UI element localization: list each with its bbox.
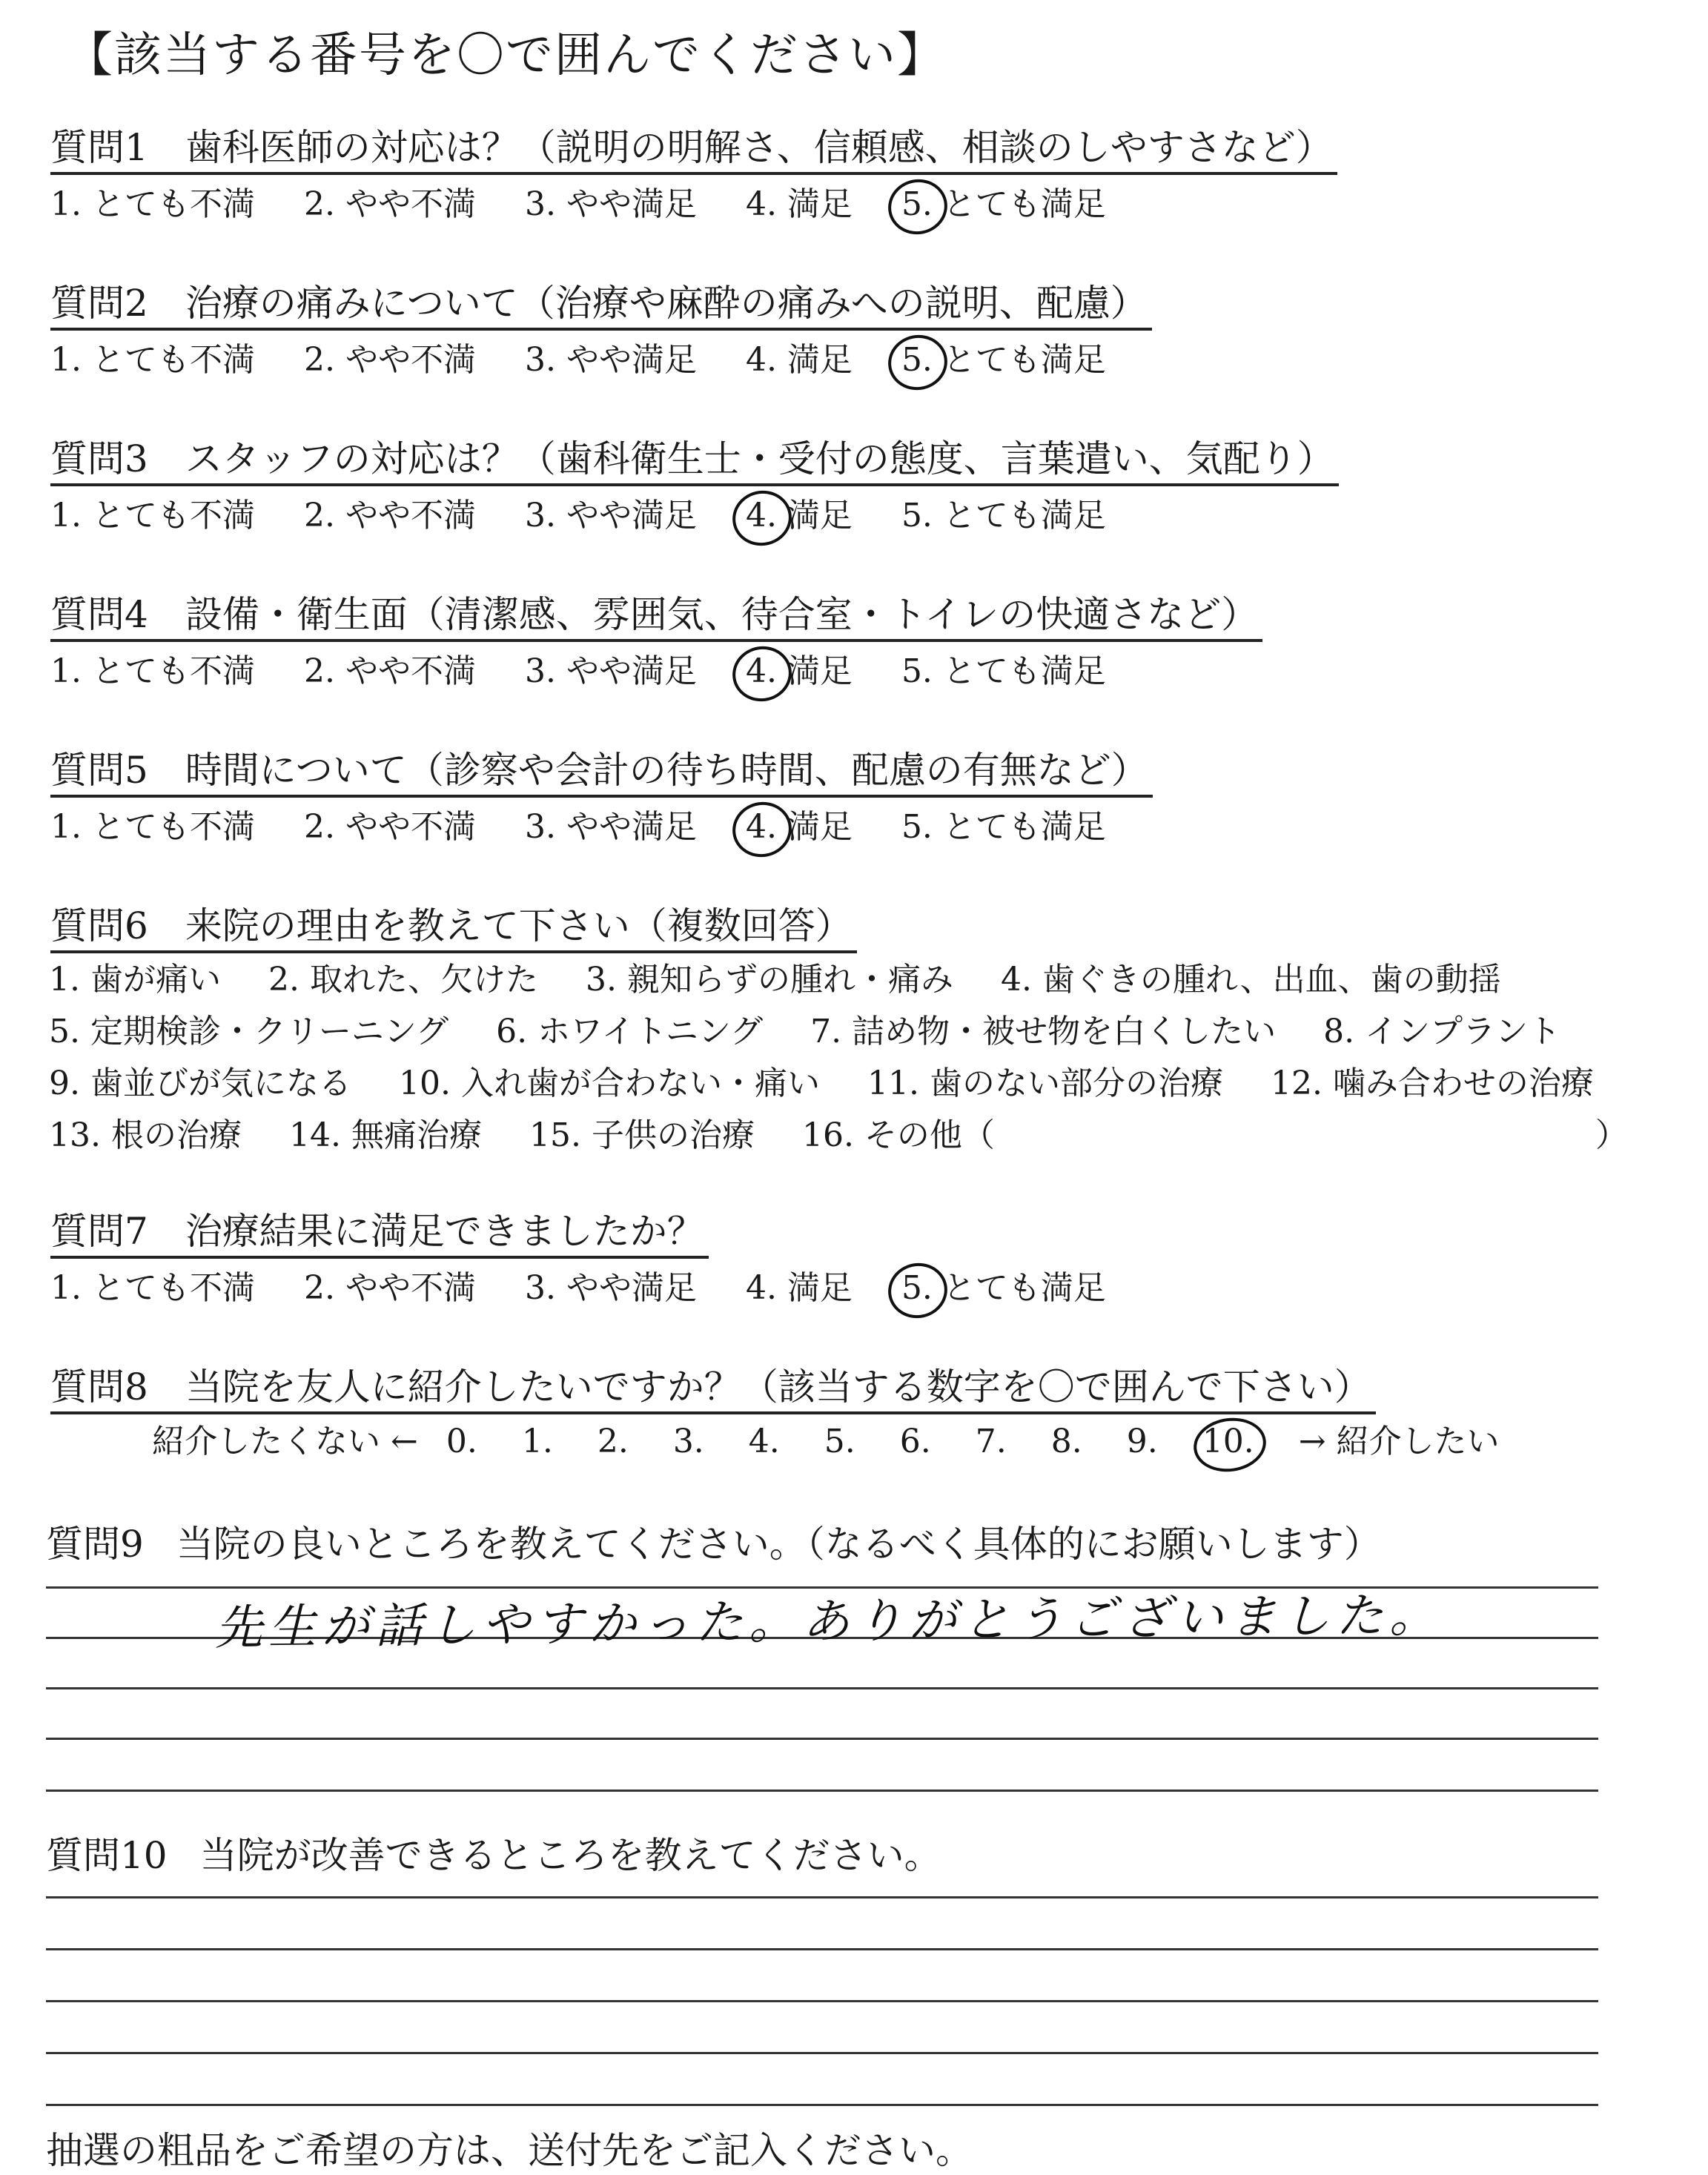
option-1[interactable]: 1. とても不満	[50, 652, 255, 690]
reason-option[interactable]: 2. 取れた、欠けた	[268, 961, 538, 999]
question-4-options	[50, 649, 1145, 694]
answer-line	[46, 2000, 1598, 2002]
question-number: 質問5	[50, 749, 148, 792]
answer-line	[46, 1896, 1598, 1898]
question-8-heading	[50, 1363, 1376, 1414]
question-number: 質問6	[50, 904, 148, 947]
reason-row-4	[49, 1113, 1032, 1158]
option-4-circled[interactable]: 4. 満足	[745, 497, 853, 534]
option-3[interactable]: 3. やや満足	[524, 1269, 697, 1307]
reason-option[interactable]: 14. 無痛治療	[288, 1116, 482, 1154]
scale-4[interactable]: 4.	[748, 1423, 780, 1460]
scale-7[interactable]: 7.	[975, 1423, 1007, 1460]
scale-6[interactable]: 6.	[899, 1423, 931, 1460]
question-text: 当院の良いところを教えてください。（なるべく具体的にお願いします）	[176, 1523, 1381, 1566]
option-3[interactable]: 3. やや満足	[524, 497, 697, 534]
scale-left-label: 紹介したくない ←	[152, 1423, 418, 1460]
question-number: 質問8	[50, 1365, 148, 1408]
question-number: 質問7	[50, 1210, 148, 1253]
question-number: 質問3	[50, 437, 148, 480]
answer-line	[46, 1687, 1598, 1689]
option-5-circled[interactable]: 5. とても満足	[901, 341, 1106, 379]
option-4[interactable]: 4. 満足	[745, 185, 853, 223]
option-4[interactable]: 4. 満足	[745, 341, 853, 379]
question-text: 設備・衛生面（清潔感、雰囲気、待合室・トイレの快適さなど）	[185, 593, 1259, 636]
question-number: 質問4	[50, 593, 148, 636]
page-title: 【該当する番号を〇で囲んでください】	[65, 28, 946, 83]
option-2[interactable]: 2. やや不満	[303, 1269, 476, 1307]
other-close-paren: ）	[1595, 1116, 1628, 1154]
scale-2[interactable]: 2.	[597, 1423, 629, 1460]
option-1[interactable]: 1. とても不満	[50, 1269, 255, 1307]
question-2-heading	[50, 279, 1152, 331]
answer-line	[46, 2052, 1598, 2054]
option-2[interactable]: 2. やや不満	[303, 652, 476, 690]
answer-line	[46, 1948, 1598, 1950]
reason-row-2	[49, 1010, 1598, 1054]
recommend-scale	[152, 1420, 1517, 1464]
question-text: 当院が改善できるところを教えてください。	[199, 1834, 941, 1877]
scale-1[interactable]: 1.	[521, 1423, 553, 1460]
handwritten-answer[interactable]: 先生が話しやすかった。ありがとうございました。	[214, 1588, 1443, 1656]
option-4-circled[interactable]: 4. 満足	[745, 652, 853, 690]
answer-line	[46, 1790, 1598, 1792]
question-text: 来院の理由を教えて下さい（複数回答）	[185, 904, 853, 947]
option-1[interactable]: 1. とても不満	[50, 341, 255, 379]
question-9-heading	[46, 1520, 1381, 1569]
scale-8[interactable]: 8.	[1050, 1423, 1082, 1460]
reason-option[interactable]: 15. 子供の治療	[529, 1116, 755, 1154]
option-5[interactable]: 5. とても満足	[901, 808, 1106, 846]
option-5[interactable]: 5. とても満足	[901, 497, 1106, 534]
question-5-options	[50, 805, 1145, 850]
reason-option[interactable]: 5. 定期検診・クリーニング	[49, 1013, 449, 1050]
reason-option-other[interactable]: 16. その他（	[801, 1116, 995, 1154]
question-3-options	[50, 494, 1145, 538]
reason-option[interactable]: 3. 親知らずの腫れ・痛み	[585, 961, 953, 999]
reason-row-1	[49, 958, 1538, 1002]
option-1[interactable]: 1. とても不満	[50, 808, 255, 846]
question-1-options	[50, 182, 1145, 227]
question-text: 歯科医師の対応は？（説明の明解さ、信頼感、相談のしやすさなど）	[185, 126, 1333, 169]
option-1[interactable]: 1. とても不満	[50, 185, 255, 223]
question-6-heading	[50, 901, 857, 953]
reason-option[interactable]: 6. ホワイトニング	[496, 1013, 764, 1050]
scale-right-label: → 紹介したい	[1298, 1423, 1500, 1460]
question-text: 治療の痛みについて（治療や麻酔の痛みへの説明、配慮）	[185, 282, 1148, 325]
reason-option[interactable]: 12. 噛み合わせの治療	[1270, 1065, 1594, 1102]
reason-option[interactable]: 11. 歯のない部分の治療	[867, 1065, 1223, 1102]
question-text: スタッフの対応は？（歯科衛生士・受付の態度、言葉遣い、気配り）	[185, 437, 1334, 480]
option-2[interactable]: 2. やや不満	[303, 341, 476, 379]
option-3[interactable]: 3. やや満足	[524, 652, 697, 690]
option-3[interactable]: 3. やや満足	[524, 185, 697, 223]
scale-3[interactable]: 3.	[672, 1423, 704, 1460]
option-4-circled[interactable]: 4. 満足	[745, 808, 853, 846]
reason-option[interactable]: 4. 歯ぐきの腫れ、出血、歯の動揺	[1000, 961, 1501, 999]
reason-option[interactable]: 13. 根の治療	[49, 1116, 242, 1154]
question-3-heading	[50, 434, 1339, 486]
option-3[interactable]: 3. やや満足	[524, 808, 697, 846]
question-number: 質問9	[46, 1523, 144, 1566]
scale-9[interactable]: 9.	[1126, 1423, 1158, 1460]
reason-option[interactable]: 1. 歯が痛い	[49, 961, 221, 999]
option-2[interactable]: 2. やや不満	[303, 497, 476, 534]
question-number: 質問1	[50, 126, 148, 169]
reason-row-3	[49, 1062, 1631, 1106]
question-5-heading	[50, 746, 1153, 798]
option-5[interactable]: 5. とても満足	[901, 652, 1106, 690]
question-2-options	[50, 338, 1145, 383]
footer-note: 抽選の粗品をご希望の方は、送付先をご記入ください。	[46, 2129, 973, 2172]
reason-option[interactable]: 9. 歯並びが気になる	[49, 1065, 351, 1102]
reason-option[interactable]: 8. インプラント	[1323, 1013, 1561, 1050]
question-text: 時間について（診察や会計の待ち時間、配慮の有無など）	[185, 749, 1148, 792]
option-5-circled[interactable]: 5. とても満足	[901, 1269, 1106, 1307]
option-2[interactable]: 2. やや不満	[303, 808, 476, 846]
option-1[interactable]: 1. とても不満	[50, 497, 255, 534]
scale-10-circled[interactable]: 10.	[1202, 1420, 1254, 1464]
answer-line	[46, 2104, 1598, 2106]
question-text: 治療結果に満足できましたか？	[185, 1210, 704, 1253]
scale-0[interactable]: 0.	[446, 1423, 477, 1460]
reason-option[interactable]: 7. 詰め物・被せ物を白くしたい	[810, 1013, 1277, 1050]
question-7-heading	[50, 1207, 709, 1259]
question-number: 質問10	[46, 1834, 168, 1877]
answer-line	[46, 1738, 1598, 1740]
scale-5[interactable]: 5.	[824, 1423, 855, 1460]
option-2[interactable]: 2. やや不満	[303, 185, 476, 223]
question-7-options	[50, 1266, 1145, 1311]
option-5-circled[interactable]: 5. とても満足	[901, 185, 1106, 223]
question-number: 質問2	[50, 282, 148, 325]
option-3[interactable]: 3. やや満足	[524, 341, 697, 379]
option-4[interactable]: 4. 満足	[745, 1269, 853, 1307]
question-4-heading	[50, 590, 1262, 642]
question-text: 当院を友人に紹介したいですか？（該当する数字を〇で囲んで下さい）	[185, 1365, 1371, 1408]
question-10-heading	[46, 1831, 941, 1880]
question-1-heading	[50, 123, 1337, 175]
reason-option[interactable]: 10. 入れ歯が合わない・痛い	[398, 1065, 820, 1102]
